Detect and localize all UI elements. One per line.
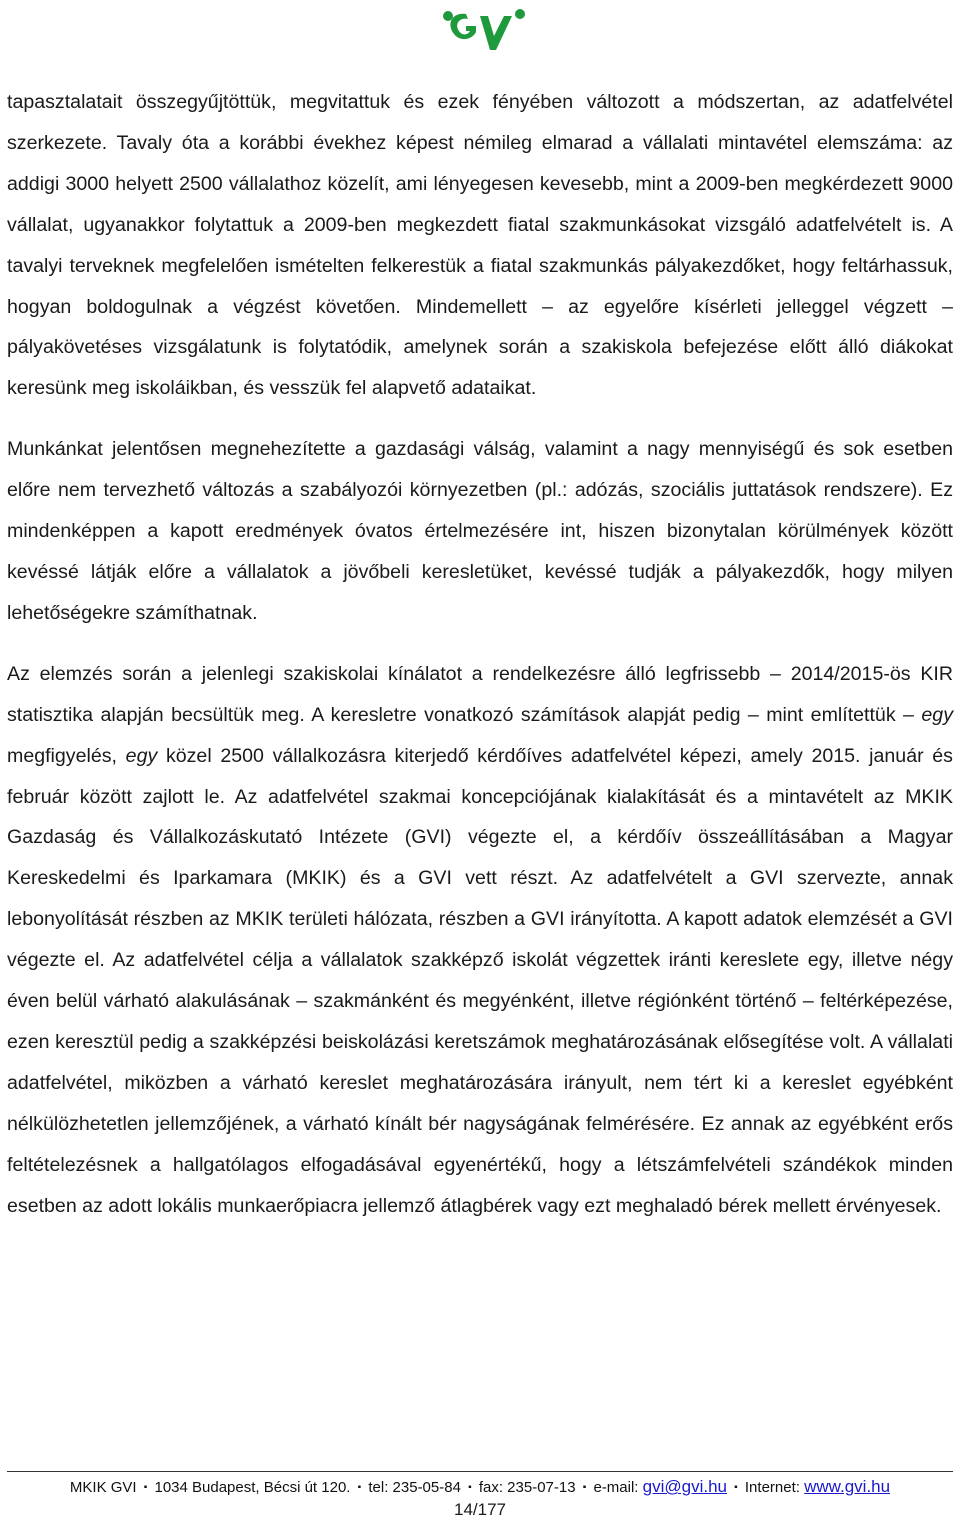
footer-website-link[interactable]: www.gvi.hu xyxy=(804,1477,891,1496)
footer-separator: ▪ xyxy=(582,1482,587,1494)
footer-internet-label: Internet: xyxy=(744,1479,800,1496)
page-number: 14/177 xyxy=(454,1500,506,1519)
paragraph-3 xyxy=(7,654,953,1227)
footer-fax: fax: 235-07-13 xyxy=(478,1479,576,1496)
footer-separator: ▪ xyxy=(143,1482,148,1494)
footer-email-label: e-mail: xyxy=(593,1479,639,1496)
footer-separator: ▪ xyxy=(468,1482,472,1494)
footer-divider xyxy=(7,1471,953,1472)
footer-separator: ▪ xyxy=(734,1482,738,1494)
emphasis-egy-1: egy xyxy=(921,703,953,726)
footer-tel: tel: 235-05-84 xyxy=(368,1479,461,1496)
paragraph-3-part-c: közel 2500 vállalkozásra kiterjedő kérdőíves adatfelvétel képezi, amely 2015. január és február között zajlott le. Az adatfelvétel szakmai koncepciójának kialakítását és a mintavételt az MKIK Gazdaság és Vállalkozáskutató Intézete (GVI) végezte el, a kérdőív összeállításában a Magyar Kereskedelmi és Iparkamara (MKIK) és a GVI vett részt. Az adatfelvételt a GVI szervezte, annak lebonyolítását részben az MKIK területi hálózata, részben a GVI irányította. A kapott adatok elemzését a GVI végezte el. Az adatfelvétel célja a vállalatok szakképző iskolát végzettek iránti kereslete egy, illetve négy éven belül várható alakulásának – szakmánként és megyénként, illetve régiónként történő – feltérképezése, ezen keresztül pedig a szakképzési beiskolázási keretszámok meghatározásának elősegítése volt. A vállalati adatfelvétel, miközben a várható kereslet meghatározására irányult, nem tért ki a kereslet egyébként nélkülözhetetlen jellemzőjének, a várható kínált bér nagyságának felmérésére. Ez annak az egyébként erős feltételezésnek a hallgatólagos elfogadásával egyenértékű, hogy a létszámfelvételi szándékok minden esetben az adott lokális munkaerőpiacra jellemző átlagbérek vagy ezt meghaladó bérek mellett érvényesek. xyxy=(7,744,953,1217)
footer-separator: ▪ xyxy=(357,1482,362,1494)
footer-org: MKIK GVI xyxy=(69,1479,137,1496)
gvi-logo-icon xyxy=(432,4,528,56)
page-footer xyxy=(0,1478,960,1497)
document-body xyxy=(7,82,953,1226)
paragraph-2: Munkánkat jelentősen megnehezítette a gazdasági válság, valamint a nagy mennyiségű és sok esetben előre nem tervezhető változás a szabályozói környezetben (pl.: adózás, szociális juttatások rendszere). Ez mindenképpen a kapott eredmények óvatos értelmezésére int, hiszen bizonytalan körülmények között kevéssé látják előre a vállalatok a jövőbeli keresletüket, kevéssé tudják a pályakezdők, hogy milyen lehetőségekre számíthatnak. xyxy=(7,438,953,624)
emphasis-egy-2: egy xyxy=(125,744,158,767)
footer-email-link[interactable]: gvi@gvi.hu xyxy=(642,1477,727,1496)
paragraph-3-part-b: megfigyelés, xyxy=(7,744,117,767)
paragraph-1: tapasztalatait összegyűjtöttük, megvitattuk és ezek fényében változott a módszertan, az adatfelvétel szerkezete. Tavaly óta a korábbi évekhez képest némileg elmarad a vállalati mintavétel elemszáma: az addigi 3000 helyett 2500 vállalathoz közelít, ami lényegesen kevesebb, mint a 2009-ben megkérdezett 9000 vállalat, ugyanakkor folytattuk a 2009-ben megkezdett fiatal szakmunkásokat vizsgáló adatfelvételt is. A tavalyi terveknek megfelelően ismételten felkerestük a fiatal szakmunkás pályakezdőket, hogy feltárhassuk, hogyan boldogulnak a végzést követően. Mindemellett – az egyelőre kísérleti jelleggel végzett – pályakövetéses vizsgálatunk is folytatódik, amelynek során a szakiskola befejezése előtt álló diákokat keresünk meg iskoláikban, és vesszük fel alapvető adataikat. xyxy=(7,91,953,400)
footer-address: 1034 Budapest, Bécsi út 120. xyxy=(154,1479,351,1496)
paragraph-3-part-a: Az elemzés során a jelenlegi szakiskolai kínálatot a rendelkezésre álló legfrissebb – 2014/2015-ös KIR statisztika alapján becsültük meg. A keresletre vonatkozó számítások alapját pedig – mint említettük – xyxy=(7,662,953,726)
